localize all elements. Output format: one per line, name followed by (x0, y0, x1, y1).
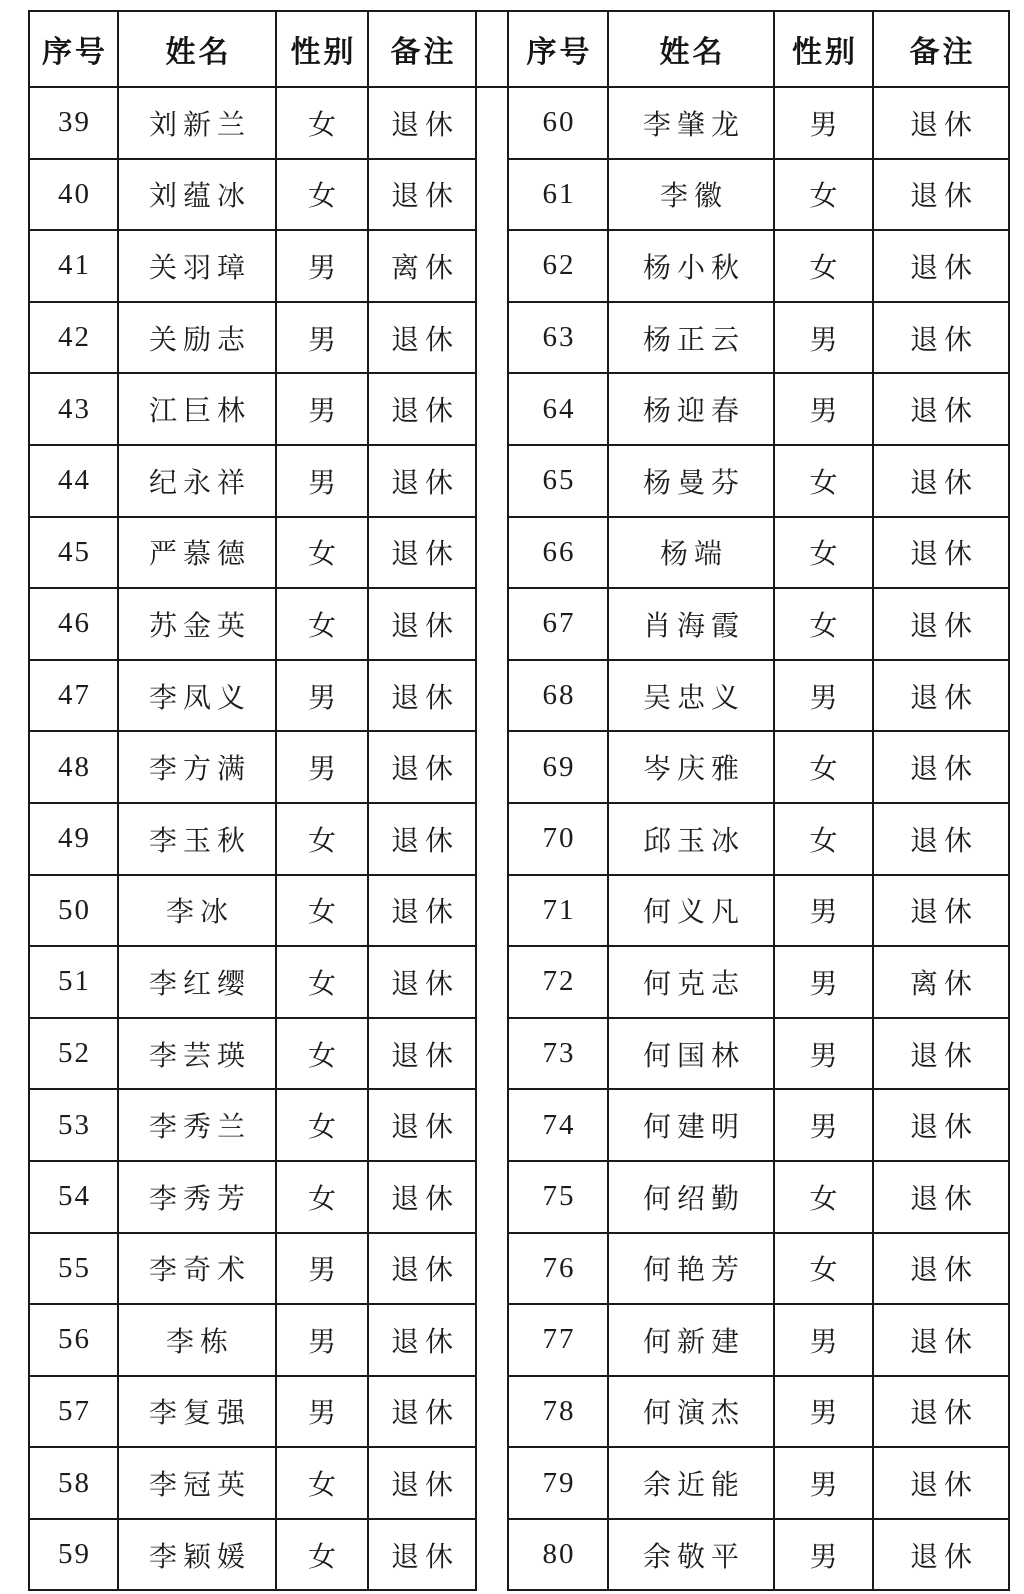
cell-name: 李肇龙 (608, 87, 774, 159)
cell-note: 退休 (873, 373, 1009, 445)
table-row (508, 660, 1009, 732)
table-row (29, 1519, 476, 1591)
cell-gender: 女 (774, 803, 873, 875)
table-row (508, 87, 1009, 159)
table-row (508, 1304, 1009, 1376)
cell-note: 退休 (368, 302, 476, 374)
cell-gender: 女 (774, 731, 873, 803)
cell-note: 离休 (873, 946, 1009, 1018)
cell-name: 何新建 (608, 1304, 774, 1376)
cell-gender: 男 (276, 445, 368, 517)
cell-name: 严慕德 (118, 517, 276, 589)
table-row (508, 445, 1009, 517)
cell-note: 退休 (873, 1018, 1009, 1090)
cell-no: 71 (508, 875, 608, 947)
cell-note: 退休 (368, 660, 476, 732)
cell-note: 退休 (368, 1018, 476, 1090)
cell-no: 76 (508, 1233, 608, 1305)
cell-note: 退休 (873, 1089, 1009, 1161)
cell-gender: 女 (276, 1018, 368, 1090)
cell-name: 杨曼芬 (608, 445, 774, 517)
cell-no: 60 (508, 87, 608, 159)
cell-note: 退休 (368, 87, 476, 159)
cell-name: 杨正云 (608, 302, 774, 374)
cell-note: 退休 (368, 588, 476, 660)
cell-gender: 女 (774, 445, 873, 517)
column-header-gender: 性别 (276, 11, 368, 87)
cell-no: 57 (29, 1376, 118, 1448)
cell-name: 邱玉冰 (608, 803, 774, 875)
cell-name: 李凤义 (118, 660, 276, 732)
cell-no: 42 (29, 302, 118, 374)
cell-no: 67 (508, 588, 608, 660)
cell-gender: 男 (774, 1519, 873, 1591)
table-row (29, 517, 476, 589)
cell-gender: 女 (774, 1233, 873, 1305)
cell-name: 肖海霞 (608, 588, 774, 660)
table-header-right (508, 11, 1009, 87)
cell-name: 何义凡 (608, 875, 774, 947)
cell-note: 退休 (368, 1233, 476, 1305)
cell-gender: 男 (276, 1304, 368, 1376)
cell-no: 74 (508, 1089, 608, 1161)
cell-gender: 男 (276, 302, 368, 374)
cell-no: 65 (508, 445, 608, 517)
cell-note: 退休 (873, 87, 1009, 159)
cell-name: 苏金英 (118, 588, 276, 660)
cell-name: 李冠英 (118, 1447, 276, 1519)
table-row (508, 803, 1009, 875)
cell-name: 李红缨 (118, 946, 276, 1018)
cell-name: 李栋 (118, 1304, 276, 1376)
cell-no: 59 (29, 1519, 118, 1591)
cell-gender: 女 (774, 159, 873, 231)
cell-no: 75 (508, 1161, 608, 1233)
cell-note: 退休 (873, 517, 1009, 589)
table-row (29, 1089, 476, 1161)
cell-no: 46 (29, 588, 118, 660)
cell-gender: 女 (276, 1519, 368, 1591)
cell-gender: 女 (774, 1161, 873, 1233)
cell-note: 退休 (873, 1447, 1009, 1519)
table-row (29, 1304, 476, 1376)
cell-gender: 女 (774, 517, 873, 589)
table-row (29, 803, 476, 875)
cell-gender: 男 (774, 1089, 873, 1161)
table-row (508, 1376, 1009, 1448)
cell-gender: 男 (276, 731, 368, 803)
cell-no: 63 (508, 302, 608, 374)
table-row (508, 1519, 1009, 1591)
cell-note: 退休 (873, 230, 1009, 302)
cell-note: 退休 (368, 1447, 476, 1519)
cell-note: 退休 (368, 803, 476, 875)
cell-name: 李奇术 (118, 1233, 276, 1305)
table-row (29, 87, 476, 159)
cell-note: 退休 (873, 1304, 1009, 1376)
table-row (29, 1376, 476, 1448)
cell-gender: 女 (276, 159, 368, 231)
cell-name: 李徽 (608, 159, 774, 231)
cell-no: 40 (29, 159, 118, 231)
cell-gender: 女 (276, 875, 368, 947)
cell-note: 退休 (368, 445, 476, 517)
table-row (29, 731, 476, 803)
cell-note: 退休 (873, 588, 1009, 660)
table-row (29, 302, 476, 374)
cell-gender: 男 (774, 373, 873, 445)
cell-no: 80 (508, 1519, 608, 1591)
table-row (508, 159, 1009, 231)
table-row (508, 373, 1009, 445)
cell-name: 余敬平 (608, 1519, 774, 1591)
cell-no: 43 (29, 373, 118, 445)
cell-gender: 男 (774, 302, 873, 374)
cell-name: 李芸瑛 (118, 1018, 276, 1090)
cell-gender: 男 (774, 1018, 873, 1090)
cell-gender: 女 (276, 1161, 368, 1233)
cell-name: 李方满 (118, 731, 276, 803)
cell-name: 李秀兰 (118, 1089, 276, 1161)
table-row (29, 875, 476, 947)
cell-name: 何建明 (608, 1089, 774, 1161)
table-row (29, 373, 476, 445)
table-row (508, 1018, 1009, 1090)
cell-note: 退休 (873, 1519, 1009, 1591)
cell-name: 刘新兰 (118, 87, 276, 159)
cell-gender: 男 (276, 230, 368, 302)
table-row (508, 517, 1009, 589)
roster-table-left (28, 10, 477, 1591)
cell-no: 50 (29, 875, 118, 947)
cell-no: 78 (508, 1376, 608, 1448)
cell-gender: 男 (276, 1376, 368, 1448)
header-gap-spacer-cell (475, 10, 509, 88)
cell-gender: 女 (276, 946, 368, 1018)
column-header-gender: 性别 (774, 11, 873, 87)
cell-name: 吴忠义 (608, 660, 774, 732)
cell-gender: 女 (276, 517, 368, 589)
cell-note: 退休 (873, 875, 1009, 947)
cell-no: 44 (29, 445, 118, 517)
cell-note: 退休 (368, 517, 476, 589)
table-row (29, 588, 476, 660)
cell-no: 72 (508, 946, 608, 1018)
cell-note: 退休 (873, 302, 1009, 374)
cell-name: 岑庆雅 (608, 731, 774, 803)
cell-no: 73 (508, 1018, 608, 1090)
cell-note: 退休 (873, 803, 1009, 875)
cell-note: 退休 (368, 946, 476, 1018)
cell-gender: 女 (276, 588, 368, 660)
table-body-left (29, 87, 476, 1590)
cell-gender: 女 (774, 588, 873, 660)
cell-no: 47 (29, 660, 118, 732)
cell-note: 退休 (873, 660, 1009, 732)
table-row (508, 946, 1009, 1018)
cell-no: 41 (29, 230, 118, 302)
cell-note: 退休 (873, 1376, 1009, 1448)
table-row (29, 1018, 476, 1090)
cell-no: 48 (29, 731, 118, 803)
cell-gender: 男 (774, 946, 873, 1018)
cell-no: 77 (508, 1304, 608, 1376)
cell-note: 退休 (368, 1519, 476, 1591)
column-header-name: 姓名 (608, 11, 774, 87)
table-row (29, 159, 476, 231)
cell-note: 退休 (873, 1233, 1009, 1305)
cell-name: 纪永祥 (118, 445, 276, 517)
cell-no: 68 (508, 660, 608, 732)
cell-gender: 男 (276, 660, 368, 732)
cell-note: 退休 (873, 159, 1009, 231)
cell-name: 刘蕴冰 (118, 159, 276, 231)
cell-note: 退休 (873, 1161, 1009, 1233)
table-row (508, 1233, 1009, 1305)
cell-no: 45 (29, 517, 118, 589)
table-body-right (508, 87, 1009, 1590)
cell-name: 杨小秋 (608, 230, 774, 302)
cell-no: 64 (508, 373, 608, 445)
cell-no: 49 (29, 803, 118, 875)
cell-name: 李颖媛 (118, 1519, 276, 1591)
cell-gender: 男 (276, 1233, 368, 1305)
cell-no: 79 (508, 1447, 608, 1519)
cell-no: 56 (29, 1304, 118, 1376)
cell-gender: 男 (774, 660, 873, 732)
table-row (508, 731, 1009, 803)
cell-name: 李秀芳 (118, 1161, 276, 1233)
cell-name: 何绍勤 (608, 1161, 774, 1233)
header-row (29, 11, 476, 87)
cell-note: 离休 (368, 230, 476, 302)
cell-gender: 男 (774, 875, 873, 947)
table-row (508, 230, 1009, 302)
cell-note: 退休 (368, 1089, 476, 1161)
cell-gender: 女 (774, 230, 873, 302)
cell-no: 51 (29, 946, 118, 1018)
column-header-note: 备注 (368, 11, 476, 87)
cell-gender: 男 (774, 1447, 873, 1519)
cell-name: 关羽璋 (118, 230, 276, 302)
cell-gender: 男 (774, 87, 873, 159)
cell-note: 退休 (368, 875, 476, 947)
cell-gender: 男 (774, 1376, 873, 1448)
cell-gender: 女 (276, 803, 368, 875)
table-row (29, 1233, 476, 1305)
cell-note: 退休 (368, 159, 476, 231)
table-row (508, 1447, 1009, 1519)
cell-gender: 男 (276, 373, 368, 445)
column-header-no: 序号 (508, 11, 608, 87)
table-row (29, 1447, 476, 1519)
cell-note: 退休 (368, 1161, 476, 1233)
cell-no: 66 (508, 517, 608, 589)
cell-name: 李冰 (118, 875, 276, 947)
column-header-note: 备注 (873, 11, 1009, 87)
table-header-left (29, 11, 476, 87)
table-row (508, 1161, 1009, 1233)
table-row (29, 660, 476, 732)
cell-name: 李复强 (118, 1376, 276, 1448)
cell-name: 杨迎春 (608, 373, 774, 445)
header-row (508, 11, 1009, 87)
cell-name: 余近能 (608, 1447, 774, 1519)
cell-no: 53 (29, 1089, 118, 1161)
column-header-no: 序号 (29, 11, 118, 87)
cell-name: 何克志 (608, 946, 774, 1018)
cell-gender: 女 (276, 1089, 368, 1161)
table-row (508, 302, 1009, 374)
table-row (508, 588, 1009, 660)
column-header-name: 姓名 (118, 11, 276, 87)
table-row (29, 946, 476, 1018)
cell-name: 何演杰 (608, 1376, 774, 1448)
cell-gender: 女 (276, 1447, 368, 1519)
cell-note: 退休 (368, 373, 476, 445)
table-row (508, 1089, 1009, 1161)
cell-no: 52 (29, 1018, 118, 1090)
cell-note: 退休 (368, 1376, 476, 1448)
cell-gender: 女 (276, 87, 368, 159)
cell-gender: 男 (774, 1304, 873, 1376)
table-row (29, 230, 476, 302)
cell-note: 退休 (873, 731, 1009, 803)
cell-note: 退休 (368, 731, 476, 803)
cell-no: 55 (29, 1233, 118, 1305)
cell-no: 70 (508, 803, 608, 875)
table-row (29, 1161, 476, 1233)
roster-table-right (507, 10, 1010, 1591)
cell-name: 李玉秋 (118, 803, 276, 875)
cell-name: 江巨林 (118, 373, 276, 445)
cell-name: 何国林 (608, 1018, 774, 1090)
cell-no: 54 (29, 1161, 118, 1233)
cell-note: 退休 (368, 1304, 476, 1376)
table-row (29, 445, 476, 517)
table-row (508, 875, 1009, 947)
cell-note: 退休 (873, 445, 1009, 517)
cell-no: 62 (508, 230, 608, 302)
cell-name: 何艳芳 (608, 1233, 774, 1305)
cell-no: 58 (29, 1447, 118, 1519)
cell-name: 杨端 (608, 517, 774, 589)
cell-no: 69 (508, 731, 608, 803)
cell-no: 61 (508, 159, 608, 231)
cell-name: 关励志 (118, 302, 276, 374)
cell-no: 39 (29, 87, 118, 159)
